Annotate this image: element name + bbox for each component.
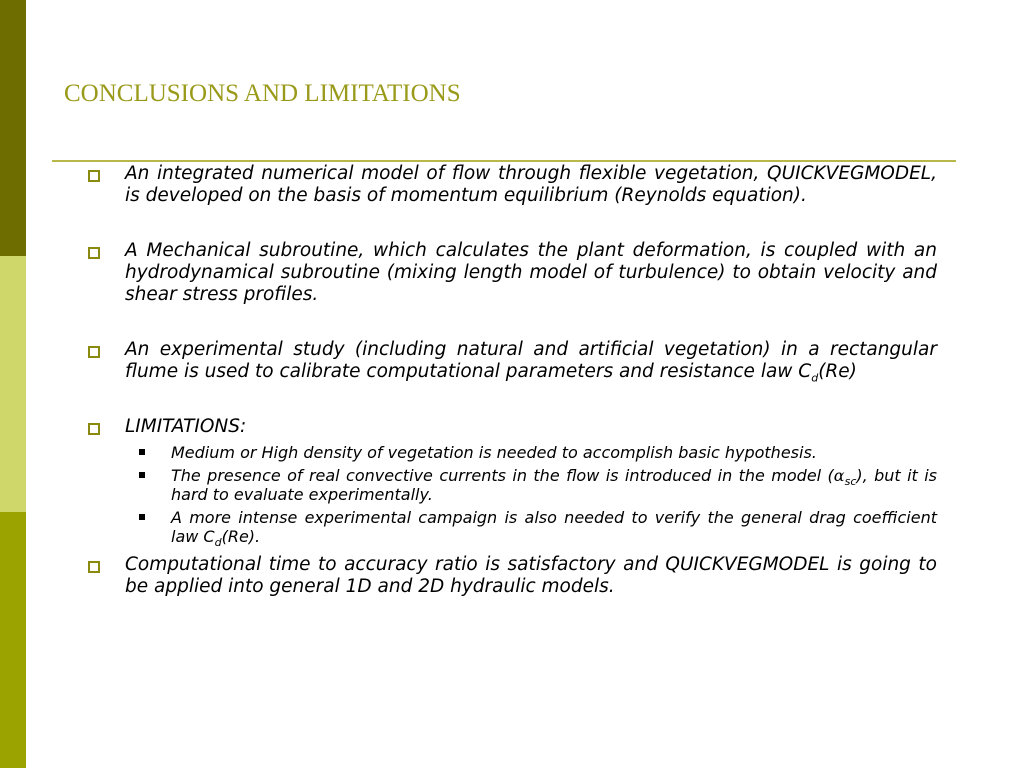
hollow-square-bullet-icon [88, 247, 100, 259]
sidebar-segment-bottom [0, 512, 26, 768]
bullet-text-after: (Re) [818, 361, 857, 382]
bullet-text: LIMITATIONS: [125, 416, 247, 437]
subitem-convective-currents [125, 466, 937, 504]
limitations-sublist [125, 443, 938, 550]
bullet-mechanical-subroutine [88, 240, 937, 306]
hollow-square-bullet-icon [88, 423, 100, 435]
subitem-text-after: (Re). [221, 527, 261, 546]
subscript: sc [844, 475, 857, 489]
hollow-square-bullet-icon [88, 561, 100, 573]
subitem-experimental-campaign [125, 508, 937, 550]
bullet-text: A Mechanical subroutine, which calculates the plant deformation, is coupled with an hydrodynamical subroutine (mixing length model of turbulence) to obtain velocity and shear stress profiles. [125, 240, 937, 305]
bullet-computational-time [88, 554, 937, 598]
hollow-square-bullet-icon [88, 346, 100, 358]
filled-square-bullet-icon [139, 514, 145, 520]
filled-square-bullet-icon [139, 449, 145, 455]
sidebar-segment-top [0, 0, 26, 256]
alpha-symbol: α [833, 466, 845, 485]
subscript: d [214, 536, 222, 550]
subitem-text: Medium or High density of vegetation is needed to accomplish basic hypothesis. [171, 443, 817, 462]
subscript: d [811, 371, 819, 385]
subitem-text-before: The presence of real convective currents in the flow is introduced in the model ( [171, 466, 834, 485]
hollow-square-bullet-icon [88, 170, 100, 182]
slide-content [88, 163, 937, 598]
sidebar-decoration [0, 0, 26, 768]
subitem-text-before: A more intense experimental campaign is also needed to verify the general drag coefficient law C [171, 508, 937, 546]
filled-square-bullet-icon [139, 472, 145, 478]
slide-title: CONCLUSIONS AND LIMITATIONS [64, 80, 461, 107]
subitem-density [125, 443, 937, 462]
bullet-text: Computational time to accuracy ratio is satisfactory and QUICKVEGMODEL is going to be applied into general 1D and 2D hydraulic models. [125, 554, 937, 597]
bullet-experimental-study [88, 339, 937, 383]
title-divider [52, 160, 956, 162]
bullet-limitations [88, 416, 937, 438]
bullet-integrated-model [88, 163, 937, 207]
bullet-text-before: An experimental study (including natural and artificial vegetation) in a rectangular flume is used to calibrate computational parameters and resistance law C [125, 339, 937, 382]
subitem-text-after: ), but it is hard to evaluate experimentally. [171, 466, 938, 504]
sidebar-segment-middle [0, 256, 26, 512]
bullet-text: An integrated numerical model of flow through flexible vegetation, QUICKVEGMODEL, is developed on the basis of momentum equilibrium (Reynolds equation). [125, 163, 937, 206]
